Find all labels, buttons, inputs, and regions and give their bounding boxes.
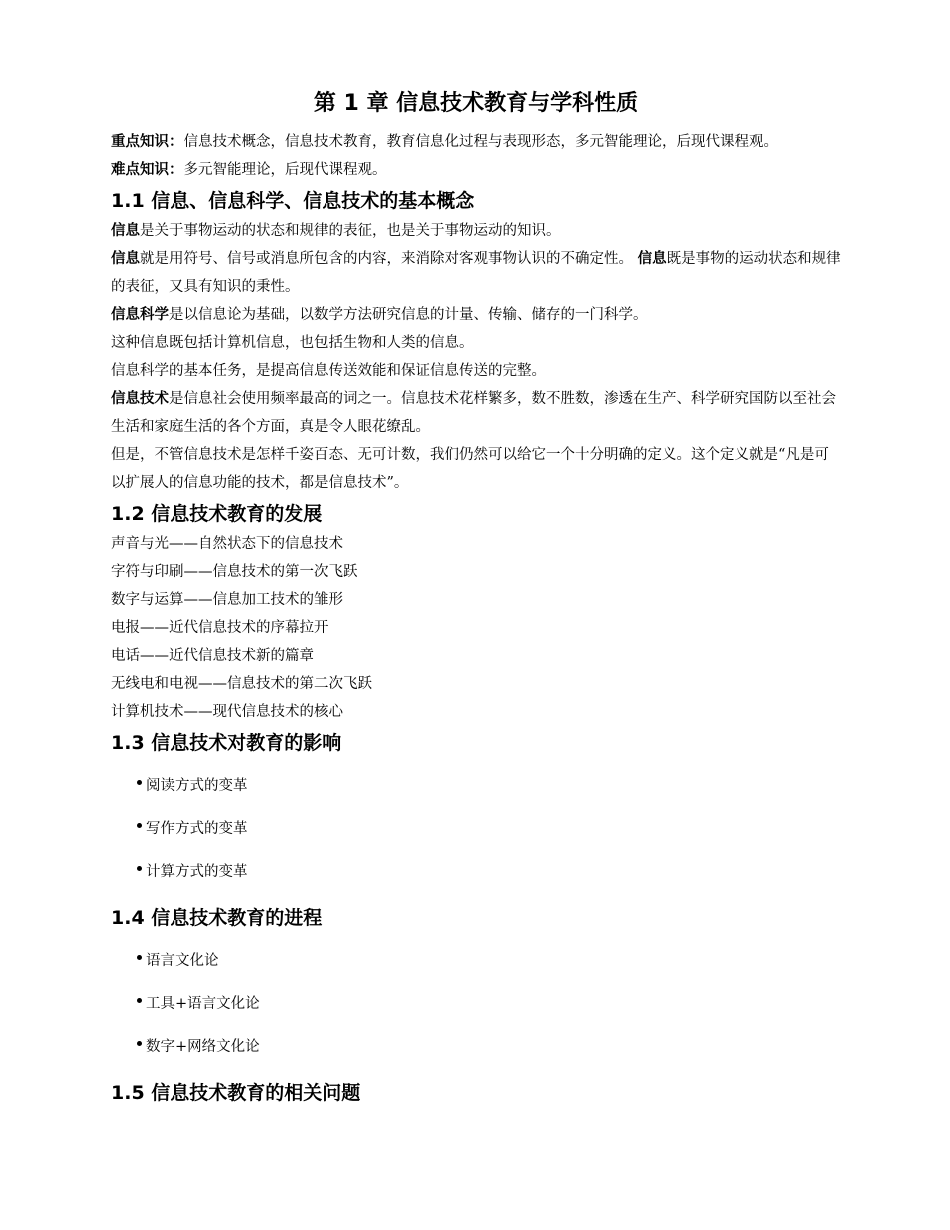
list-item: 字符与印刷——信息技术的第一次飞跃 [111, 564, 358, 580]
list-item: 数字+网络文化论 [137, 1026, 841, 1069]
impact-bullet-list [111, 765, 841, 894]
term-information-science: 信息科学 [111, 307, 169, 323]
paragraph-information-definition [111, 217, 841, 245]
list-item: 无线电和电视——信息技术的第二次飞跃 [111, 676, 372, 692]
bullet-icon [137, 780, 142, 785]
paragraph-text: 是关于事物运动的状态和规律的表征，也是关于事物运动的知识。 [140, 223, 561, 239]
term-information-technology: 信息技术 [111, 391, 169, 407]
process-bullet-list [111, 940, 841, 1069]
bullet-icon [137, 955, 142, 960]
section-heading-1-2: 1.2 信息技术教育的发展 [111, 503, 323, 525]
list-item: 语言文化论 [137, 940, 841, 983]
bullet-icon [137, 998, 142, 1003]
list-item: 计算方式的变革 [137, 851, 841, 894]
chapter-title: 第 1 章 信息技术教育与学科性质 [313, 91, 639, 116]
paragraph-text: 既是事物的运动状态和规律的表征，又具有知识的秉性。 [111, 251, 841, 295]
list-item: 计算机技术——现代信息技术的核心 [111, 704, 343, 720]
section-heading-1-3: 1.3 信息技术对教育的影响 [111, 732, 342, 754]
paragraph-information-science-task: 信息科学的基本任务，是提高信息传送效能和保证信息传送的完整。 [111, 363, 546, 379]
key-points-paragraph [111, 128, 841, 156]
paragraph-information-scope: 这种信息既包括计算机信息，也包括生物和人类的信息。 [111, 335, 474, 351]
list-item: 阅读方式的变革 [137, 765, 841, 808]
paragraph-information-uncertainty [111, 245, 841, 301]
development-list [111, 530, 841, 726]
list-item: 声音与光——自然状态下的信息技术 [111, 536, 343, 552]
difficult-points-label: 难点知识： [111, 162, 184, 178]
term-information: 信息 [111, 223, 140, 239]
list-item: 电话——近代信息技术新的篇章 [111, 648, 314, 664]
difficult-points-text: 多元智能理论，后现代课程观。 [183, 162, 387, 178]
paragraph-information-science [111, 301, 841, 329]
section-heading-1-1: 1.1 信息、信息科学、信息技术的基本概念 [111, 190, 475, 212]
paragraph-information-technology [111, 385, 841, 441]
paragraph-text: 是信息社会使用频率最高的词之一。信息技术花样繁多，数不胜数，渗透在生产、科学研究国防以至社会生活和家庭生活的各个方面，真是令人眼花缭乱。 [111, 391, 836, 435]
list-item: 写作方式的变革 [137, 808, 841, 851]
term-information: 信息 [637, 251, 667, 267]
difficult-points-paragraph [111, 156, 841, 184]
list-item: 数字与运算——信息加工技术的雏形 [111, 592, 343, 608]
term-information: 信息 [111, 251, 140, 267]
paragraph-text: 就是用符号、信号或消息所包含的内容，来消除对客观事物认识的不确定性。 [140, 251, 633, 267]
paragraph-information-technology-definition: 但是，不管信息技术是怎样千姿百态、无可计数，我们仍然可以给它一个十分明确的定义。这个定义就是“凡是可以扩展人的信息功能的技术，都是信息技术”。 [111, 447, 829, 491]
key-points-label: 重点知识： [111, 134, 184, 150]
list-item: 电报——近代信息技术的序幕拉开 [111, 620, 329, 636]
bullet-icon [137, 823, 142, 828]
key-points-text: 信息技术概念，信息技术教育，教育信息化过程与表现形态，多元智能理论，后现代课程观。 [183, 134, 778, 150]
paragraph-text: 是以信息论为基础，以数学方法研究信息的计量、传输、储存的一门科学。 [169, 307, 648, 323]
list-item: 工具+语言文化论 [137, 983, 841, 1026]
bullet-icon [137, 866, 142, 871]
bullet-icon [137, 1041, 142, 1046]
section-heading-1-4: 1.4 信息技术教育的进程 [111, 907, 323, 929]
section-heading-1-5: 1.5 信息技术教育的相关问题 [111, 1082, 361, 1104]
document-page [111, 86, 841, 1109]
